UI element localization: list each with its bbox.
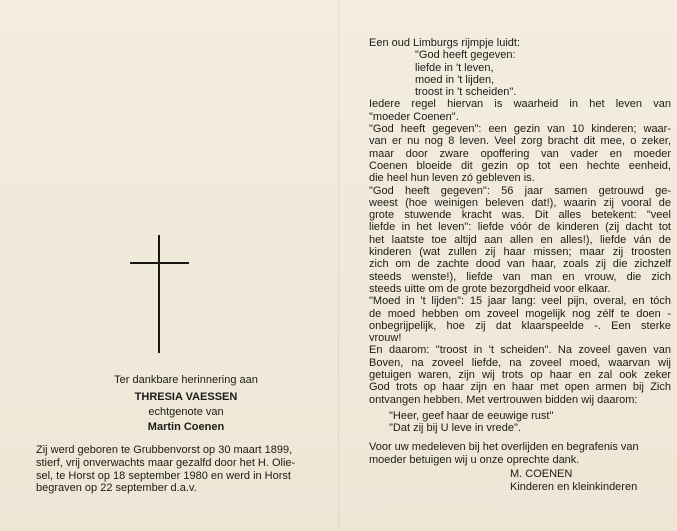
thanks-line: moeder betuigen wij u onze oprechte dank. — [369, 453, 580, 466]
text-line: ontvangen hebben. Met vertrouwen bidden wij daarom: — [369, 393, 638, 406]
text-line: maar door zware opoffering van vader en moeder — [369, 147, 671, 160]
text-line: Een oud Limburgs rijmpje luidt: — [369, 37, 521, 49]
thanks-text — [369, 441, 669, 466]
text-line: "moeder Coenen". — [369, 110, 459, 123]
text-line: En daarom: "troost in 't scheiden". Na zoveel gaven van — [369, 344, 671, 357]
text-line: God trots op haar zijn en haar met open armen bij Zich — [369, 381, 671, 394]
biography-line: sel, te Horst op 18 september 1980 en werd in Horst — [36, 469, 291, 482]
prayer-line: "Heer, geef haar de eeuwige rust" — [389, 409, 554, 422]
deceased-name: THRESIA VAESSEN — [134, 391, 238, 403]
cross-vertical-bar — [158, 235, 160, 353]
cross-icon — [130, 235, 190, 355]
spouse-label: echtgenote van — [148, 406, 224, 418]
prayer-line: "Dat zij bij U leve in vrede". — [389, 422, 521, 435]
text-line: "Moed in 't lijden": 15 jaar lang: veel pijn, overal, en tóch — [369, 295, 671, 308]
text-line: de moed hebben om zoveel mogelijk nog zélf te doen - — [369, 307, 671, 320]
thanks-line: Voor uw medeleven bij het overlijden en begrafenis van — [369, 441, 639, 453]
biography-line: Zij werd geboren te Grubbenvorst op 30 maart 1899, — [36, 444, 293, 456]
signature-family: Kinderen en kleinkinderen — [510, 480, 638, 493]
text-line: "God heeft gegeven": een gezin van 10 kinderen; waar- — [369, 123, 671, 136]
memorial-text — [369, 37, 671, 435]
text-line: van er nu nog 8 leven. Veel zorg bracht dit mee, o zeker, — [369, 135, 671, 148]
text-line: steeds uitte om de grote bezorgdheid voor elkaar. — [369, 282, 611, 295]
biography-line: stierf, vrij onverwachts maar gezalfd door het H. Olie- — [36, 456, 296, 469]
signature — [510, 468, 637, 493]
rhyme-line: moed in 't lijden, — [415, 73, 495, 86]
biography — [36, 444, 326, 495]
rhyme-line: "God heeft gegeven: — [415, 49, 516, 62]
rhyme-line: troost in 't scheiden". — [415, 86, 517, 99]
text-line: steeds wenste!), liefde van man en vrouw, die zich — [369, 270, 671, 283]
signature-name: M. COENEN — [510, 468, 573, 480]
biography-line: begraven op 22 september d.a.v. — [36, 482, 197, 495]
text-line: het laatste toe altijd aan allen en alles!), liefde ván de — [369, 233, 671, 246]
text-line: kinderen (wat zullen zij haar missen; maar zij troosten — [369, 246, 671, 259]
dedication-text: Ter dankbare herinnering aan — [114, 374, 258, 386]
text-line: Coenen bloeide dit gezin op tot een hechte eenheid, — [369, 159, 671, 172]
rhyme-line: liefde in 't leven, — [415, 61, 494, 74]
text-line: getuigen waren, zijn wij trots op haar en zal ook zeker — [369, 369, 671, 382]
text-line: Iedere regel hiervan is waarheid in het leven van — [369, 98, 671, 111]
text-line: Boven, na zoveel liefde, na zoveel moed, waarvan wij — [369, 356, 671, 369]
text-line: zich om de zachte dood van haar, zoals zij die zichzelf — [369, 258, 671, 271]
text-line: vrouw! — [369, 332, 402, 345]
text-line: weest (hoe weinigen beleven dat!), waarin zij vooral de — [369, 196, 671, 209]
text-line: die heel hun leven zó gebleven is. — [369, 172, 535, 185]
text-line: liefde in het leven": liefde vóór de kinderen (zij dacht tot — [369, 221, 671, 234]
text-line: onbegrijpelijk, hoe zij dat klaarspeelde -. Een sterke — [369, 319, 671, 332]
cross-horizontal-bar — [130, 262, 189, 264]
text-line: grote stuwende kracht was. Dit alles betekent: "veel — [369, 209, 671, 222]
card-fold-line — [338, 0, 339, 531]
spouse-name: Martin Coenen — [147, 421, 225, 433]
text-line: "God heeft gegeven": 56 jaar samen getrouwd ge- — [369, 184, 671, 197]
